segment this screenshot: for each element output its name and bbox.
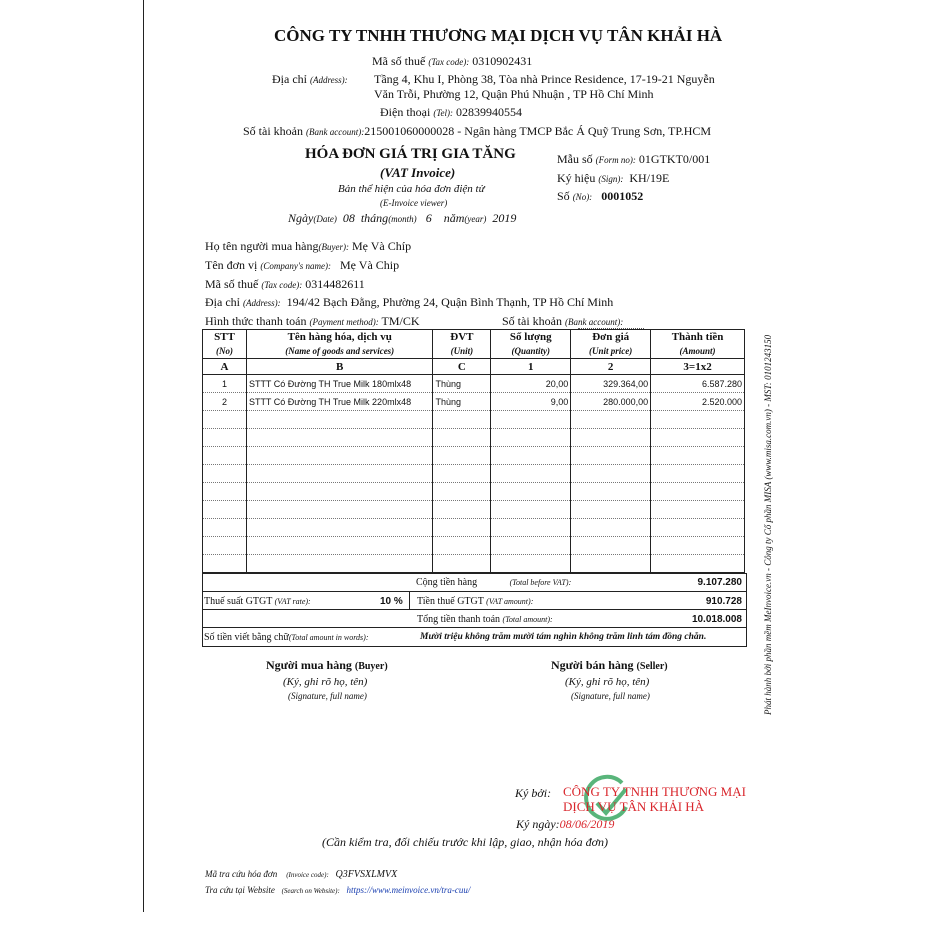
no-label-en: (No): (572, 192, 593, 202)
page-left-border (143, 0, 144, 912)
words-label-en: (Total amount in words): (288, 633, 369, 642)
buyer-tax-code: 0314482611 (305, 277, 365, 291)
col-header-qty: Số lượng (Quantity) (491, 330, 571, 359)
seller-tax-code: 0310902431 (472, 54, 533, 68)
buyer-bank-label: Số tài khoản (502, 314, 562, 328)
sign-row (557, 171, 669, 186)
date-label-en: (Date) (313, 214, 337, 224)
signed-by-line1: CÔNG TY TNHH THƯƠNG MẠI (563, 784, 746, 799)
letter-2: 2 (571, 359, 651, 375)
seller-sign-note: (Ký, ghi rõ họ, tên) (565, 676, 650, 688)
total-label: Tổng tiền thanh toán (417, 614, 501, 625)
form-no-row (557, 152, 710, 167)
table-row-empty (203, 411, 745, 429)
letter-1: 1 (491, 359, 571, 375)
table-row-empty (203, 519, 745, 537)
seller-tax-label-en: (Tax code): (428, 57, 470, 67)
invoice-title-en: (VAT Invoice) (380, 165, 456, 180)
row-amount: 6.587.280 (651, 375, 745, 393)
vat-amount-value: 910.728 (705, 596, 742, 607)
seller-bank-label-en: (Bank account): (306, 127, 365, 137)
table-row-empty (203, 429, 745, 447)
buyer-address-row (205, 295, 613, 310)
buyer-sign-note: (Ký, ghi rõ họ, tên) (283, 676, 368, 688)
vat-rate-value: 10 % (380, 596, 403, 607)
vat-amount-label: Tiền thuế GTGT (417, 596, 484, 607)
seller-address-line1: Tầng 4, Khu I, Phòng 38, Tòa nhà Prince Residence, 17-19-21 Nguyễn (374, 72, 715, 86)
form-label: Mẫu số (557, 152, 593, 166)
vat-amount-label-group (417, 596, 533, 607)
totals-divider-3 (202, 627, 747, 628)
row-name: STTT Có Đường TH True Milk 180mlx48 (246, 375, 433, 393)
table-row-empty (203, 501, 745, 519)
website-label: Tra cứu tại Website (205, 885, 275, 895)
date-prefix: Ngày (288, 211, 314, 225)
payment-label: Hình thức thanh toán (205, 314, 307, 328)
month-label-en: (month) (388, 214, 417, 224)
sign-label-en: (Sign): (598, 174, 624, 184)
buyer-tax-row (205, 277, 365, 292)
words-label: Số tiền viết bằng chữ (204, 632, 289, 643)
letter-c: C (433, 359, 491, 375)
lookup-row (205, 869, 397, 880)
buyer-company-label: Tên đơn vị (205, 258, 258, 272)
table-row-empty (203, 537, 745, 555)
col-header-name: Tên hàng hóa, dịch vụ (Name of goods and services) (246, 330, 433, 359)
buyer-company-row (205, 258, 399, 273)
table-row-empty (203, 447, 745, 465)
vat-rate-label: Thuế suất GTGT (204, 596, 273, 607)
col-header-price: Đơn giá (Unit price) (571, 330, 651, 359)
date-year: 2019 (492, 211, 517, 225)
totals-divider-2 (202, 609, 747, 610)
signed-by-line2: DỊCH VỤ TÂN KHẢI HÀ (563, 799, 705, 814)
seller-sign-title: Người bán hàng (Seller) (551, 658, 668, 672)
buyer-name-label: Họ tên người mua hàng (205, 239, 319, 253)
sign-value: KH/19E (629, 171, 670, 185)
buyer-sign-title: Người mua hàng (Buyer) (266, 658, 388, 672)
row-unit: Thùng (433, 393, 491, 411)
date-month: 6 (425, 211, 432, 225)
invoice-subtitle: Bản thể hiện của hóa đơn điện tử (338, 183, 485, 195)
seller-address-label-group (272, 72, 348, 87)
seller-address-label: Địa chỉ (272, 72, 307, 86)
totals-divider-1 (202, 591, 747, 592)
row-price: 280.000,00 (571, 393, 651, 411)
website-label-en: (Search on Website): (281, 887, 340, 895)
letter-a: A (203, 359, 247, 375)
date-day: 08 (342, 211, 355, 225)
payment-row (205, 314, 420, 329)
row-name: STTT Có Đường TH True Milk 220mlx48 (246, 393, 433, 411)
subtotal-label: Cộng tiền hàng (416, 577, 478, 588)
invoice-title: HÓA ĐƠN GIÁ TRỊ GIA TĂNG (305, 146, 516, 162)
payment-method: TM/CK (381, 314, 420, 328)
col-header-no: STT (No) (203, 330, 247, 359)
row-no: 2 (203, 393, 247, 411)
subtotal-label-group (416, 577, 571, 588)
invoice-no: 0001052 (601, 189, 644, 203)
table-row-empty (203, 465, 745, 483)
website-link[interactable]: https://www.meinvoice.vn/tra-cuu/ (346, 885, 471, 895)
table-header-row (203, 330, 745, 359)
year-label: năm (443, 211, 465, 225)
seller-phone-label: Điện thoại (380, 105, 431, 119)
seller-tax-label: Mã số thuế (372, 54, 426, 68)
subtotal-label-en: (Total before VAT): (509, 578, 572, 587)
no-label: Số (557, 189, 570, 203)
payment-label-en: (Payment method): (309, 317, 379, 327)
col-header-unit: ĐVT (Unit) (433, 330, 491, 359)
form-no: 01GTKT0/001 (638, 152, 711, 166)
items-table (202, 329, 745, 573)
row-amount: 2.520.000 (651, 393, 745, 411)
buyer-name: Mẹ Và Chíp (351, 239, 412, 253)
buyer-address-label-en: (Address): (243, 298, 281, 308)
table-row (203, 393, 745, 411)
seller-address-line2: Văn Trỗi, Phường 12, Quận Phú Nhuận , TP Hồ Chí Minh (374, 87, 654, 101)
row-no: 1 (203, 375, 247, 393)
sign-label: Ký hiệu (557, 171, 596, 185)
words-label-group (204, 632, 369, 643)
buyer-name-label-en: (Buyer): (318, 242, 349, 252)
seller-address-label-en: (Address): (310, 75, 348, 85)
vat-rate-label-group (204, 596, 311, 607)
buyer-tax-label-en: (Tax code): (261, 280, 303, 290)
invoice-no-row (557, 189, 643, 204)
sign-date-row (516, 817, 614, 832)
seller-tax-row (372, 54, 532, 69)
website-row (205, 885, 470, 895)
buyer-bank-label-en: (Bank account): (565, 317, 624, 327)
lookup-code: Q3FVSXLMVX (335, 869, 398, 880)
check-note: (Cần kiểm tra, đối chiếu trước khi lập, giao, nhận hóa đơn) (322, 835, 608, 849)
seller-name: CÔNG TY TNHH THƯƠNG MẠI DỊCH VỤ TÂN KHẢI HÀ (274, 26, 723, 45)
total-value: 10.018.008 (691, 614, 742, 625)
letter-3: 3=1x2 (651, 359, 745, 375)
vat-rate-label-en: (VAT rate): (274, 597, 311, 606)
words-value: Mười triệu không trăm mười tám nghìn không trăm linh tám đồng chẵn. (420, 632, 707, 642)
buyer-name-row (205, 239, 411, 254)
buyer-company: Mẹ Và Chip (340, 258, 400, 272)
lookup-label-en: (Invoice code): (286, 871, 329, 879)
seller-bank-label: Số tài khoản (243, 124, 303, 138)
signed-by-label: Ký bởi: (515, 786, 552, 800)
row-price: 329.364,00 (571, 375, 651, 393)
buyer-company-label-en: (Company's name): (260, 261, 332, 271)
sign-date-label: Ký ngày: (516, 817, 560, 831)
invoice-date (288, 211, 516, 226)
letter-b: B (246, 359, 433, 375)
seller-phone: 02839940554 (456, 105, 522, 119)
row-unit: Thùng (433, 375, 491, 393)
row-qty: 9,00 (491, 393, 571, 411)
buyer-sign-note-en: (Signature, full name) (288, 691, 367, 701)
invoice-subtitle-en: (E-Invoice viewer) (380, 198, 448, 208)
col-header-amount: Thành tiền (Amount) (651, 330, 745, 359)
month-label: tháng (360, 211, 389, 225)
seller-bank-row (243, 124, 711, 139)
seller-sign-note-en: (Signature, full name) (571, 691, 650, 701)
side-publisher-note: Phát hành bởi phần mềm MeInvoice.vn - Công ty Cổ phần MISA (www.misa.com.vn) - MST: 0101243150 (763, 334, 773, 715)
buyer-address: 194/42 Bạch Đằng, Phường 24, Quận Bình Thạnh, TP Hồ Chí Minh (286, 295, 614, 309)
row-qty: 20,00 (491, 375, 571, 393)
table-letter-row (203, 359, 745, 375)
total-label-en: (Total amount): (502, 615, 553, 624)
buyer-address-label: Địa chỉ (205, 295, 240, 309)
table-row (203, 375, 745, 393)
buyer-tax-label: Mã số thuế (205, 277, 259, 291)
sign-date: 08/06/2019 (559, 817, 615, 831)
seller-phone-row (380, 105, 522, 120)
vat-amount-label-en: (VAT amount): (486, 597, 534, 606)
totals-divider-vert (409, 591, 410, 610)
seller-bank: 215001060000028 - Ngân hàng TMCP Bắc Á Quỹ Trung Sơn, TP.HCM (364, 124, 712, 138)
table-row-empty (203, 555, 745, 573)
lookup-label: Mã tra cứu hóa đơn (205, 869, 278, 879)
form-label-en: (Form no): (595, 155, 636, 165)
subtotal-value: 9.107.280 (697, 577, 742, 588)
total-label-group (417, 614, 553, 625)
table-row-empty (203, 483, 745, 501)
year-label-en: (year) (464, 214, 487, 224)
seller-phone-label-en: (Tel): (433, 108, 453, 118)
